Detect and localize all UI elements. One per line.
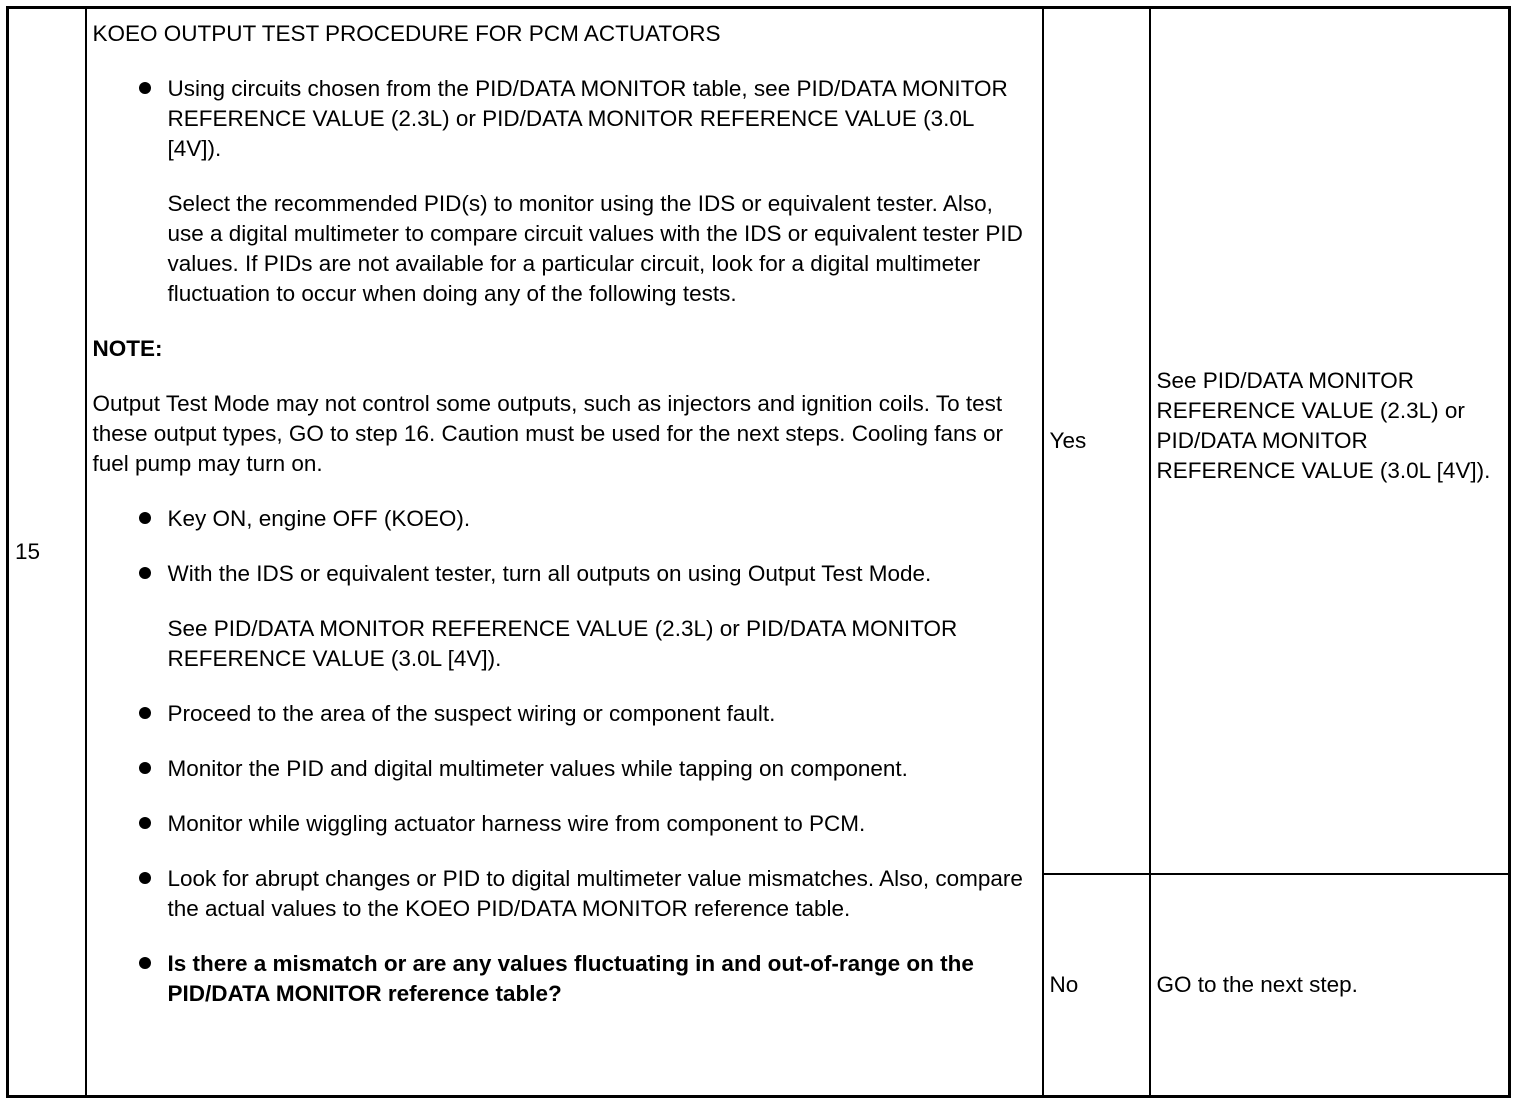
list-item: Monitor the PID and digital multimeter values while tapping on component. (93, 754, 1030, 784)
list-item: Using circuits chosen from the PID/DATA MONITOR table, see PID/DATA MONITOR REFERENCE VALUE (2.3L) or PID/DATA MONITOR REFERENCE VALUE (3.0L [4V]). (93, 74, 1030, 164)
action-cell (86, 8, 1043, 1097)
question-item: Is there a mismatch or are any values fluctuating in and out-of-range on the PID/DATA MONITOR reference table? (93, 949, 1030, 1009)
list-item: With the IDS or equivalent tester, turn all outputs on using Output Test Mode. (93, 559, 1030, 589)
sub-paragraph: See PID/DATA MONITOR REFERENCE VALUE (2.3L) or PID/DATA MONITOR REFERENCE VALUE (3.0L [4V]). (167, 616, 958, 671)
list-item: Monitor while wiggling actuator harness wire from component to PCM. (93, 809, 1030, 839)
sub-paragraph: Select the recommended PID(s) to monitor using the IDS or equivalent tester. Also, use a digital multimeter to compare circuit values with the IDS or equivalent tester PID values. If PIDs are not available for a particular circuit, look for a digital multimeter fluctuation to occur when doing any of the following tests. (167, 191, 1023, 306)
result-yes: Yes (1043, 8, 1150, 874)
action-to-take-no: GO to the next step. (1150, 874, 1510, 1097)
procedure-table (6, 6, 1511, 1098)
list-item: Key ON, engine OFF (KOEO). (93, 504, 1030, 534)
action-to-take-yes: See PID/DATA MONITOR REFERENCE VALUE (2.3L) or PID/DATA MONITOR REFERENCE VALUE (3.0L [4V]). (1150, 8, 1510, 874)
bullet-list (93, 74, 1030, 164)
procedure-title: KOEO OUTPUT TEST PROCEDURE FOR PCM ACTUATORS (92, 21, 721, 46)
result-no: No (1043, 874, 1150, 1097)
step-number: 15 (8, 8, 86, 1097)
list-item: Proceed to the area of the suspect wiring or component fault. (93, 699, 1030, 729)
note-text: Output Test Mode may not control some outputs, such as injectors and ignition coils. To test these output types, GO to step 16. Caution must be used for the next steps. Cooling fans or fuel pump may turn on. (92, 391, 1004, 476)
bullet-list (93, 699, 1030, 1009)
table-row (8, 8, 1510, 874)
list-item: Look for abrupt changes or PID to digital multimeter value mismatches. Also, compare the actual values to the KOEO PID/DATA MONITOR reference table. (93, 864, 1030, 924)
bullet-list (93, 504, 1030, 589)
note-label: NOTE: (92, 336, 163, 361)
